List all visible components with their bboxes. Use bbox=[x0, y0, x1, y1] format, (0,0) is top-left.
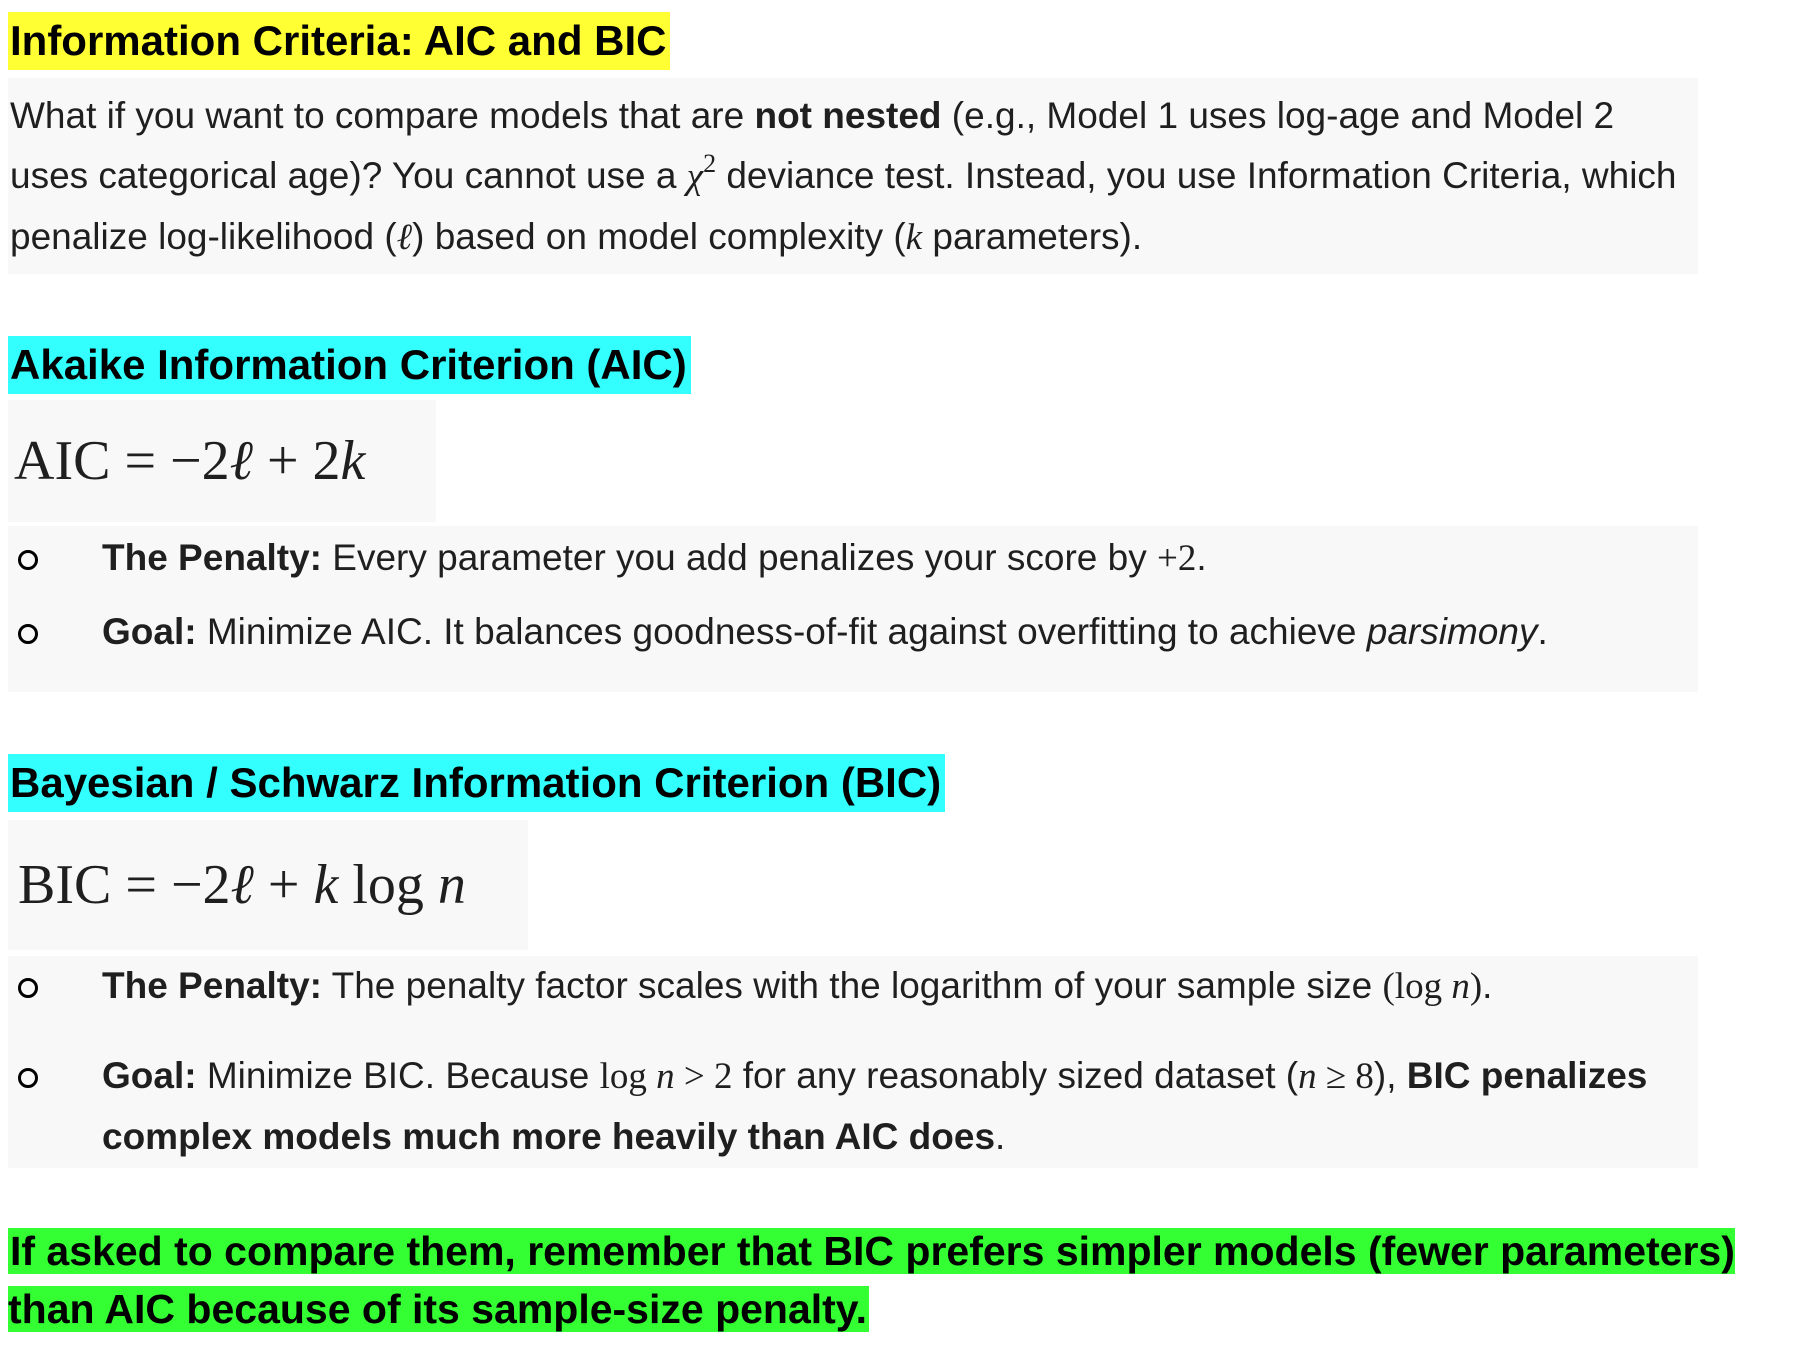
k-symbol: k bbox=[905, 217, 923, 258]
bic-formula bbox=[8, 820, 528, 950]
bullet-label: Goal: bbox=[102, 1055, 197, 1096]
intro-bold-not-nested: not nested bbox=[754, 95, 942, 136]
bullet-end: . bbox=[1482, 965, 1493, 1006]
ell-symbol: ℓ bbox=[396, 217, 413, 258]
aic-formula-eq: = −2 bbox=[110, 430, 230, 492]
takeaway-text: If asked to compare them, remember that BIC prefers simpler models (fewer parameters) than AIC because of its sample-size penalty. bbox=[8, 1228, 1735, 1332]
aic-penalty-text bbox=[102, 528, 1662, 589]
bullet-math-geq-8: ≥ 8 bbox=[1316, 1056, 1374, 1097]
bullet-body: Minimize BIC. Because bbox=[196, 1055, 600, 1096]
bic-penalty-text bbox=[102, 956, 1662, 1017]
intro-text-5: parameters). bbox=[922, 216, 1143, 257]
aic-formula-lhs: AIC bbox=[14, 430, 111, 492]
hollow-circle-bullet-icon bbox=[18, 550, 38, 570]
bullet-math-n: n bbox=[656, 1056, 675, 1097]
intro-paragraph bbox=[8, 78, 1698, 274]
bic-formula-log: log bbox=[338, 854, 438, 916]
bullet-label: Goal: bbox=[102, 611, 197, 652]
bullet-body: Minimize AIC. It balances goodness-of-fit against overfitting to achieve bbox=[196, 611, 1367, 652]
aic-heading: Akaike Information Criterion (AIC) bbox=[8, 336, 691, 394]
bic-formula-lhs: BIC bbox=[18, 854, 112, 916]
intro-text-3: deviance test. Instead, you use Information Criteria, which penalize log-likelihood ( bbox=[10, 155, 1677, 257]
bullet-math-open: (log bbox=[1382, 966, 1452, 1007]
bic-bullet-list bbox=[8, 956, 1698, 1168]
hollow-circle-bullet-icon bbox=[18, 1068, 38, 1088]
aic-formula bbox=[8, 400, 436, 522]
bullet-end: . bbox=[1537, 611, 1548, 652]
aic-formula-k: k bbox=[340, 430, 366, 492]
bullet-emphasis: parsimony bbox=[1366, 611, 1538, 652]
bullet-bold-conclusion: BIC penalizes complex models much more heavily than AIC does bbox=[102, 1055, 1648, 1157]
bullet-label: The Penalty: bbox=[102, 965, 322, 1006]
intro-text-4: ) based on model complexity ( bbox=[412, 216, 906, 257]
aic-bullet-list bbox=[8, 526, 1698, 692]
aic-formula-plus: + 2 bbox=[252, 430, 341, 492]
bullet-body: The penalty factor scales with the logarithm of your sample size bbox=[322, 965, 1383, 1006]
bic-formula-k: k bbox=[313, 854, 339, 916]
intro-text-2: (e.g., Model 1 uses log-age and Model 2 uses categorical age)? You cannot use a bbox=[10, 95, 1615, 196]
bullet-end: . bbox=[995, 1116, 1006, 1157]
bic-heading: Bayesian / Schwarz Information Criterion (BIC) bbox=[8, 754, 945, 812]
aic-goal-text bbox=[102, 602, 1662, 662]
bic-goal-text bbox=[102, 1046, 1662, 1167]
bullet-math-gt-2: > 2 bbox=[674, 1056, 733, 1097]
bullet-body: Every parameter you add penalizes your score by bbox=[322, 537, 1157, 578]
bullet-math-n: n bbox=[1451, 966, 1470, 1007]
hollow-circle-bullet-icon bbox=[18, 978, 38, 998]
bullet-math: +2 bbox=[1156, 538, 1197, 579]
aic-formula-ell: ℓ bbox=[229, 430, 253, 492]
bullet-math-close: ) bbox=[1469, 966, 1483, 1007]
chi-symbol: χ bbox=[686, 156, 704, 197]
bic-formula-eq: = −2 bbox=[111, 854, 231, 916]
bic-formula-n: n bbox=[437, 854, 466, 916]
bullet-end: . bbox=[1196, 537, 1207, 578]
hollow-circle-bullet-icon bbox=[18, 624, 38, 644]
chi-exponent: 2 bbox=[703, 149, 717, 178]
main-heading: Information Criteria: AIC and BIC bbox=[8, 12, 670, 70]
bic-formula-ell: ℓ bbox=[230, 854, 254, 916]
bullet-body-3: ), bbox=[1373, 1055, 1407, 1096]
intro-text-1: What if you want to compare models that are bbox=[10, 95, 755, 136]
bullet-label: The Penalty: bbox=[102, 537, 322, 578]
bullet-math-n-2: n bbox=[1298, 1056, 1317, 1097]
bic-formula-plus: + bbox=[253, 854, 314, 916]
bullet-math-log: log bbox=[599, 1056, 657, 1097]
bullet-body-2: for any reasonably sized dataset ( bbox=[732, 1055, 1299, 1096]
takeaway-note bbox=[8, 1222, 1796, 1338]
